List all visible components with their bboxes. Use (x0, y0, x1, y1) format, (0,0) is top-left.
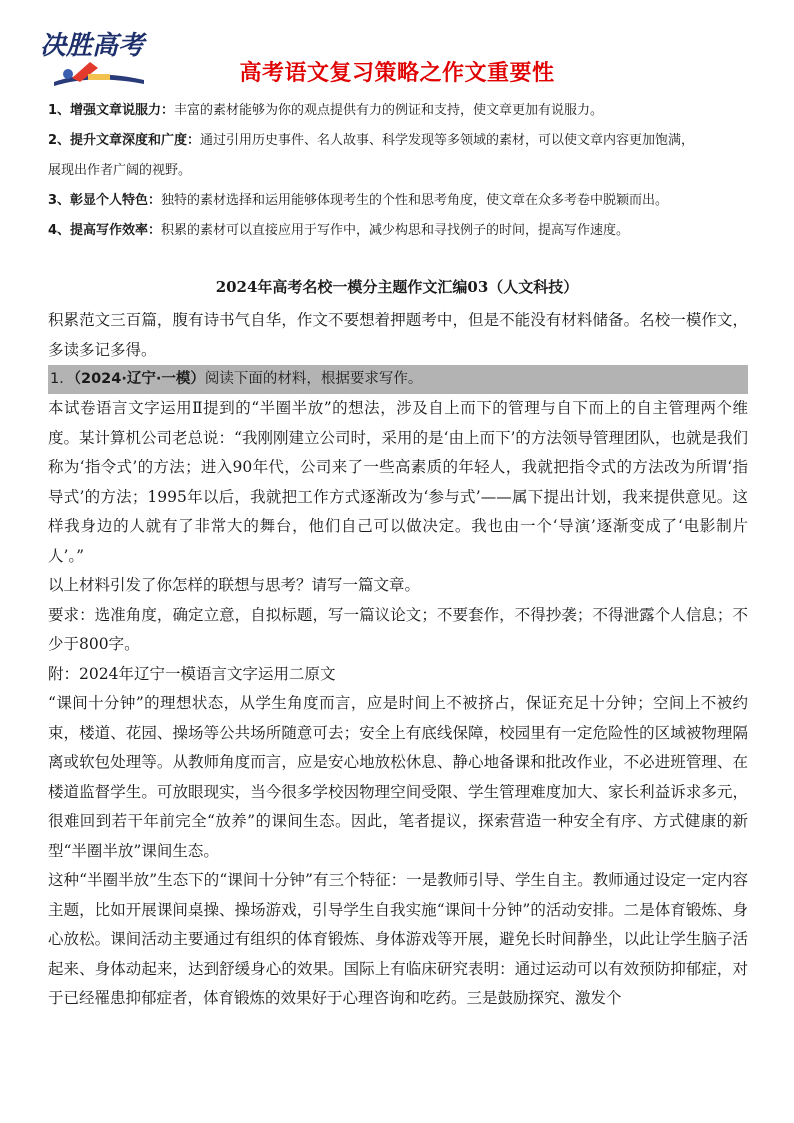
appendix-paragraph: “课间十分钟”的理想状态，从学生角度而言，应是时间上不被挤占，保证充足十分钟；空间上不被约束，楼道、花园、操场等公共场所随意可去；安全上有底线保障，校园里有一定危险性的区域被物理隔离或软包处理等。从教师角度而言，应是安心地放松休息、静心地备课和批改作业，不必进班管理、在楼道监督学生。可放眼现实，当今很多学校因物理空间受限、学生管理难度加大、家长利益诉求多元，很难回到若干年前完全“放养”的课间生态。因此，笔者提议，探索营造一种安全有序、方式健康的新型“半圈半放”课间生态。 (48, 694, 748, 860)
appendix-paragraph: 这种“半圈半放”生态下的“课间十分钟”有三个特征：一是教师引导、学生自主。教师通过设定一定内容主题，比如开展课间桌操、操场游戏，引导学生自我实施“课间十分钟”的活动安排。二是体育锻炼、身心放松。课间活动主要通过有组织的体育锻炼、身体游戏等开展，避免长时间静坐，以此让学生脑子活起来、身体动起来，达到舒缓身心的效果。国际上有临床研究表明：通过运动可以有效预防抑郁症，对于已经罹患抑郁症者，体育锻炼的效果好于心理咨询和吃药。三是鼓励探究、激发个 (48, 871, 748, 1007)
page-title: 高考语文复习策略之作文重要性 (239, 61, 555, 86)
intro-item (48, 96, 748, 126)
question-prompt: 阅读下面的材料，根据要求写作。 (204, 371, 423, 387)
intro-item (48, 216, 748, 246)
intro-item-text: 独特的素材选择和运用能够体现考生的个性和思考角度，使文章在众多考卷中脱颖而出。 (161, 193, 669, 208)
appendix-title: 附：2024年辽宁一模语言文字运用二原文 (48, 664, 336, 683)
requirement-paragraph: 要求：选准角度，确定立意，自拟标题，写一篇议论文；不要套作，不得抄袭；不得泄露个人信息；不少于800字。 (48, 605, 748, 653)
intro-item-text: 丰富的素材能够为你的观点提供有力的例证和支持，使文章更加有说服力。 (174, 103, 604, 118)
intro-item-text: 通过引用历史事件、名人故事、科学发现等多领域的素材，可以使文章内容更加饱满， (200, 133, 695, 148)
question-number: 1． (50, 371, 74, 387)
section-title: 2024年高考名校一模分主题作文汇编03（人文科技） (215, 278, 579, 296)
intro-item-label: 4、提高写作效率： (48, 223, 162, 238)
document-body (48, 306, 748, 1014)
intro-item-text-continued: 展现出作者广阔的视野。 (48, 163, 192, 178)
intro-list (48, 96, 748, 246)
question-header (48, 365, 748, 394)
svg-text:决胜高考: 决胜高考 (40, 31, 145, 61)
intro-item-label: 2、提升文章深度和广度： (48, 133, 201, 148)
intro-item-label: 3、彰显个人特色： (48, 193, 162, 208)
intro-item (48, 126, 748, 186)
intro-item (48, 186, 748, 216)
ask-paragraph: 以上材料引发了你怎样的联想与思考？请写一篇文章。 (48, 576, 421, 594)
material-paragraph: 本试卷语言文字运用Ⅱ提到的“半圈半放”的想法，涉及自上而下的管理与自下而上的自主管理两个维度。某计算机公司老总说：“我刚刚建立公司时，采用的是‘由上而下’的方法领导管理团队，也就是我们称为‘指令式’的方法；进入90年代，公司来了一些高素质的年轻人，我就把指令式的方法改为所谓‘指导式’的方法；1995年以后，我就把工作方式逐渐改为‘参与式’——属下提出计划，我来提供意见。这样我身边的人就有了非常大的舞台，他们自己可以做决定。我也由一个‘导演’逐渐变成了‘电影制片人’。” (48, 399, 748, 565)
question-source: （2024·辽宁·一模） (73, 371, 205, 387)
intro-item-label: 1、增强文章说服力： (48, 103, 175, 118)
preface-paragraph: 积累范文三百篇，腹有诗书气自华，作文不要想着押题考中，但是不能没有材料储备。名校一模作文，多读多记多得。 (48, 311, 748, 359)
intro-item-text: 积累的素材可以直接应用于写作中，减少构思和寻找例子的时间，提高写作速度。 (161, 223, 630, 238)
